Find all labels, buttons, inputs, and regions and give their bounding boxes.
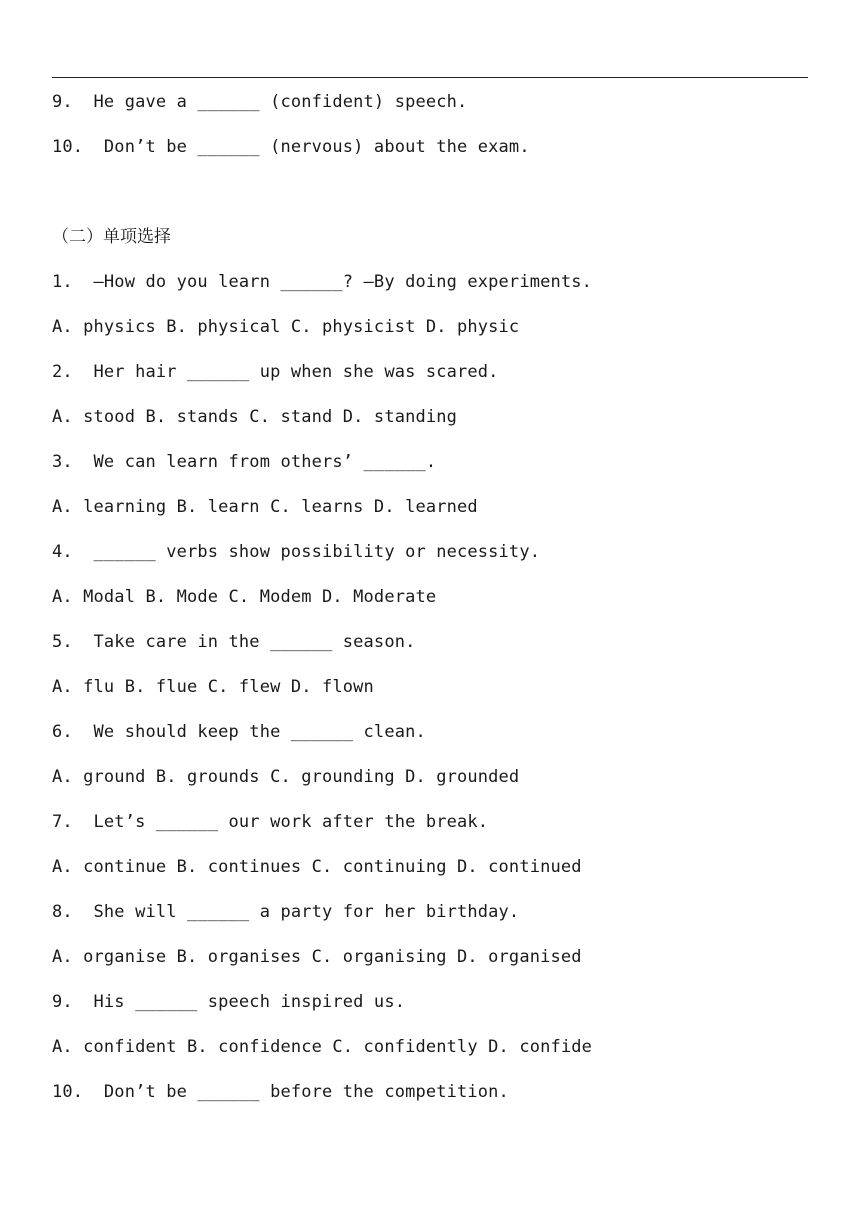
options-2: A. stood B. stands C. stand D. standing <box>52 407 458 427</box>
options-1: A. physics B. physical C. physicist D. physic <box>52 317 520 337</box>
question-7: 7. Let’s ______ our work after the break. <box>52 812 489 832</box>
question-1: 1. —How do you learn ______? —By doing experiments. <box>52 272 593 292</box>
fill-in-item-9: 9. He gave a ______ (confident) speech. <box>52 92 468 112</box>
section-heading: （二）单项选择 <box>52 227 171 247</box>
options-7: A. continue B. continues C. continuing D. continued <box>52 857 582 877</box>
options-6: A. ground B. grounds C. grounding D. grounded <box>52 767 520 787</box>
options-9: A. confident B. confidence C. confidently D. confide <box>52 1037 593 1057</box>
options-5: A. flu B. flue C. flew D. flown <box>52 677 374 697</box>
question-8: 8. She will ______ a party for her birthday. <box>52 902 520 922</box>
header-rule <box>52 77 808 78</box>
question-2: 2. Her hair ______ up when she was scared. <box>52 362 499 382</box>
question-5: 5. Take care in the ______ season. <box>52 632 416 652</box>
question-4: 4. ______ verbs show possibility or necessity. <box>52 542 541 562</box>
question-10: 10. Don’t be ______ before the competition. <box>52 1082 509 1102</box>
question-9: 9. His ______ speech inspired us. <box>52 992 406 1012</box>
question-3: 3. We can learn from others’ ______. <box>52 452 437 472</box>
options-3: A. learning B. learn C. learns D. learned <box>52 497 478 517</box>
options-8: A. organise B. organises C. organising D. organised <box>52 947 582 967</box>
options-4: A. Modal B. Mode C. Modem D. Moderate <box>52 587 437 607</box>
question-6: 6. We should keep the ______ clean. <box>52 722 426 742</box>
fill-in-item-10: 10. Don’t be ______ (nervous) about the exam. <box>52 137 530 157</box>
